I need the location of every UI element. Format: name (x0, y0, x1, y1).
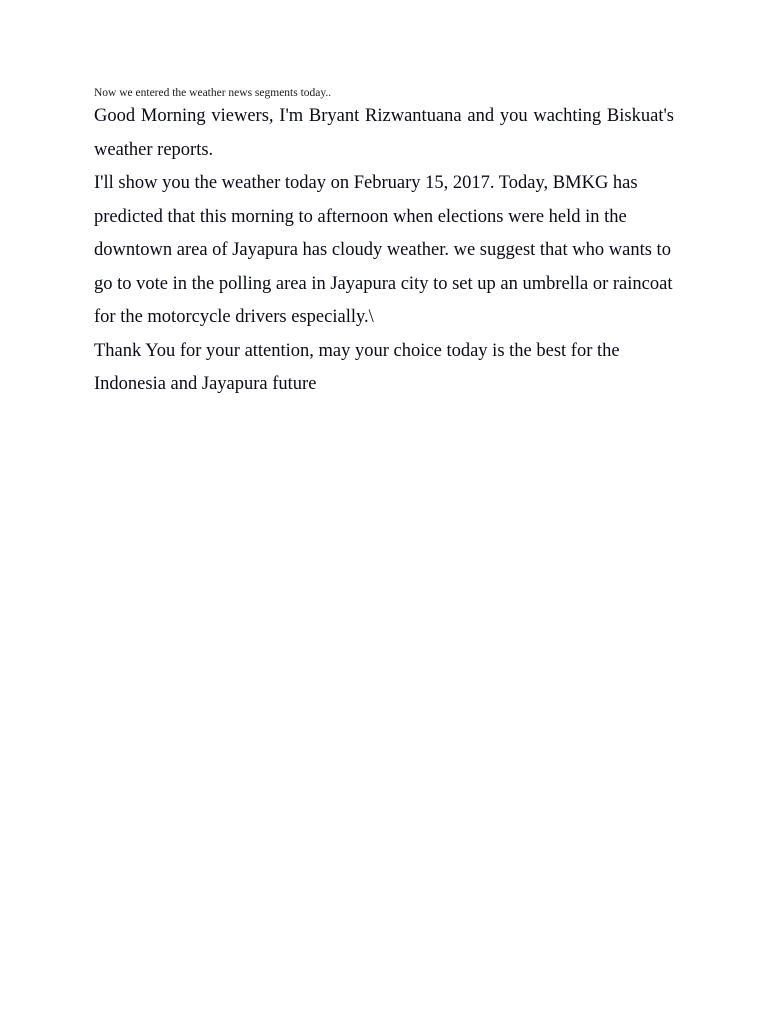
greeting-paragraph: Good Morning viewers, I'm Bryant Rizwantuana and you wachting Biskuat's weather reports. (94, 106, 674, 160)
weather-paragraph: I'll show you the weather today on February 15, 2017. Today, BMKG has predicted that this morning to afternoon when elections were held in the downtown area of Jayapura has cloudy weather. we suggest that who wants to go to vote in the polling area in Jayapura city to set up an umbrella or raincoat for the motorcycle drivers especially.\ (94, 173, 673, 327)
closing-paragraph: Thank You for your attention, may your choice today is the best for the Indonesia and Jayapura future (94, 340, 620, 394)
intro-line: Now we entered the weather news segments today.. (94, 87, 332, 99)
document-body (94, 86, 674, 402)
